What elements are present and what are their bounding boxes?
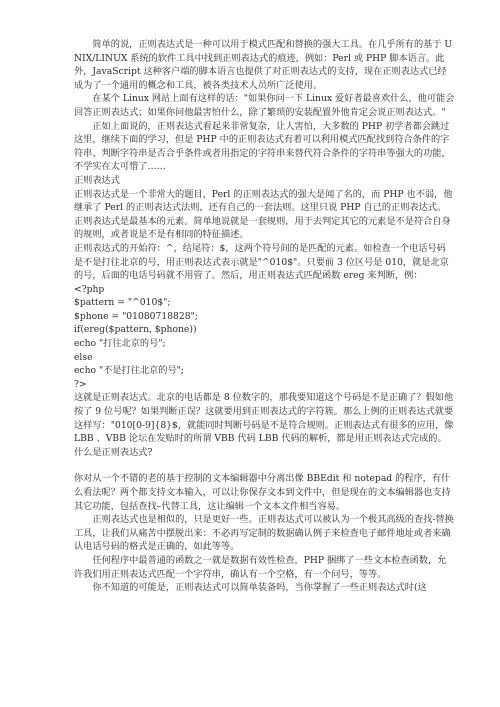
paragraph-mastery: 你不知道的可能是，正则表达式可以简单装备吗，当你掌握了一些正则表达式时(这: [92, 582, 427, 594]
paragraph-find-replace: 正则表达式也是相似的，只是更好一些。正则表达式可以被认为一个极其高级的查找-替换工具，让我们从痛苦中摆脱出来：不必再写定制的数据确认例子来检查电子邮件地址或者来确认电话号码的格式是正确的，如此等等。: [74, 514, 454, 553]
code-line: echo "不是打往北京的号";: [74, 365, 184, 377]
paragraph-anchors: 正则表达式的开始符：^，结尾符：$，这两个符号间的是匹配的元素。如检查一个电话号码是不是打往北京的号，用正则表达式表示就是"^010$"。只要前 3 位区号是 010，就是北京的号，后面的电话号码就不用管了。然后，用正则表达式匹配函数 ereg 来判断，例：: [74, 242, 449, 282]
paragraph-perl: 正则表达式是一个非常大的题目，Perl 的正则表达式的强大是闻了名的，而 PHP 也不弱，他继承了 Perl 的正则表达式法则，还有自己的一套法则。这里只说 PHP 自己的正则表达式。: [74, 188, 453, 214]
paragraph-validation: 任何程序中最普通的函数之一就是数据有效性检查，PHP 捆绑了一些文本检查函数，允许我们用正则表达式匹配一个字符串，确认有一个空格，有一个问号，等等。: [74, 554, 447, 580]
paragraph-editors: 你对从一个不错的老的基于控制的文本编辑器中分离出像 BBEdit 和 notepad 的程序，有什么看法呢？两个都支持文本输入，可以让你保存文本到文件中，但是现在的文本编辑器也支持其它功能，包括查找–代替工具，这让编辑一个文本文件相当容易。: [74, 473, 451, 512]
code-line: $phone = "01080718828";: [74, 310, 198, 322]
code-block: [74, 283, 455, 392]
paragraph-basic-element: 正则表达式是最基本的元素。简单地说就是一套规则，用于去判定其它的元素是不是符合自身的规则，或者说是不是有相同的特征描述。: [74, 215, 451, 241]
code-line: ?>: [74, 378, 87, 390]
code-line: echo "打往北京的号";: [74, 338, 166, 350]
paragraph-complexity: 正如上面说的，正则表达式看起来非常复杂，让人害怕，大多数的 PHP 初学者都会跳过这里，继续下面的学习，但是 PHP 中的正则表达式有着可以利用模式匹配找到符合条件的字符串、判断字符串是否合乎条件或者用指定的字符串来替代符合条件的字符串等强大的功能，不学实在太可惜了……: [74, 120, 451, 173]
code-line: else: [74, 351, 93, 363]
paragraph-linux-quote: 在某个 Linux 网站上面有这样的话："如果你问一下 Linux 爱好者最喜欢什么，他可能会回答正则表达式；如果你问他最害怕什么，除了繁琐的安装配置外他肯定会说正则表达式。": [74, 93, 455, 118]
section-heading-regex: 正则表达式: [74, 174, 120, 186]
paragraph-phone-example: 这就是正则表达式。北京的电话都是 8 位数字的，那我要知道这个号码是不是正确了？假如他按了 9 位号呢？如果判断正误？这就要用到正则表达式的字符簇。那么上例的正则表达式就要这样写："010[0-9]{8}$，就能同时判断号码是不是符合规则。正则表达式有很多的应用，像 LBB 、VBB 论坛在发贴时的所谓 VBB 代码 LBB 代码的解析，都是用正则表达式完成的。: [74, 392, 454, 445]
section-heading-what-is-regex: 什么是正则表达式?: [74, 446, 153, 458]
code-line: if(ereg($pattern, $phone)): [74, 324, 197, 336]
code-line: $pattern = "^010$";: [74, 297, 171, 309]
code-line: <?php: [74, 283, 105, 295]
paragraph-intro: 简单的说，正则表达式是一种可以用于模式匹配和替换的强大工具。在几乎所有的基于 UNIX/LINUX 系统的软件工具中找到正则表达式的痕迹，例如：Perl 或 PHP 脚本语言。此外，JavaScript 这种客户端的脚本语言也提供了对正则表达式的支持，现在正则表达式已经成为了一个通用的概念和工具，被各类技术人员所广泛使用。: [74, 39, 453, 91]
spacer: [74, 459, 455, 472]
